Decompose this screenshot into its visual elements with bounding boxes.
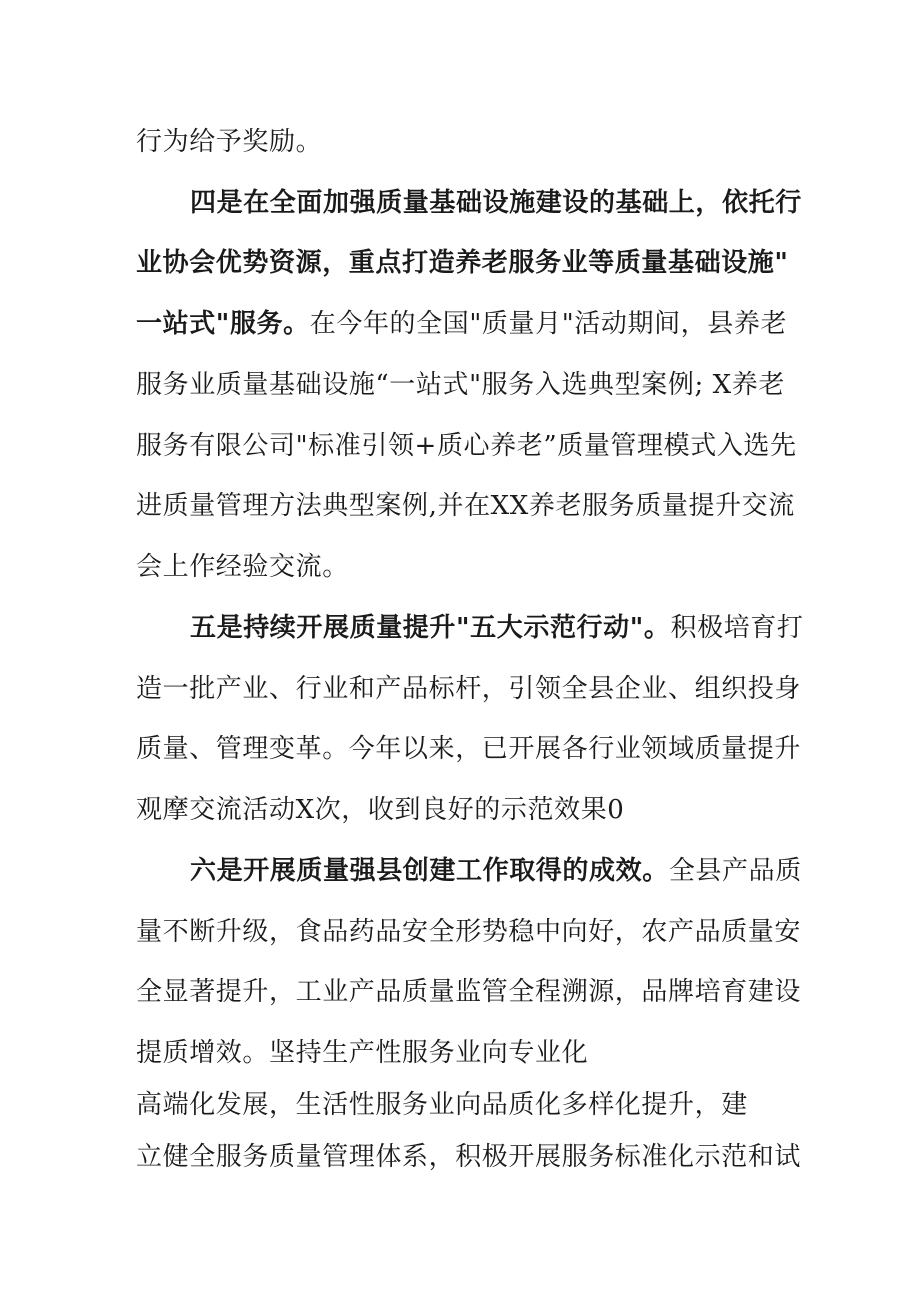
text-line: 服务业质量基础设施“一站式"服务入选典型案例; X养老 xyxy=(136,370,785,400)
paragraph-6-line: 六是开展质量强县创建工作取得的成效。全县产品质 xyxy=(190,856,802,886)
text-line: 会上作经验交流。 xyxy=(136,552,349,582)
text-line: 质量、管理变革。今年以来，已开展各行业领域质量提升 xyxy=(136,734,802,764)
text-line: 一站式"服务。在今年的全国"质量月"活动期间，县养老 xyxy=(136,309,788,339)
paragraph-5-line: 五是持续开展质量提升"五大示范行动"。积极培育打 xyxy=(190,613,804,643)
text-line: 量不断升级，食品药品安全形势稳中向好，农产品质量安 xyxy=(136,917,802,947)
text-line: 观摩交流活动X次，收到良好的示范效果0 xyxy=(136,795,625,825)
text-line: 服务有限公司"标准引领+质心养老”质量管理模式入选先 xyxy=(136,431,797,461)
text-line: 造一批产业、行业和产品标杆，引领全县企业、组织投身 xyxy=(136,674,802,704)
text-line: 提质增效。坚持生产性服务业向专业化 xyxy=(136,1038,589,1068)
paragraph-4-line: 四是在全面加强质量基础设施建设的基础上，依托行 xyxy=(190,188,802,218)
text-line: 立健全服务质量管理体系，积极开展服务标准化示范和试 xyxy=(136,1142,802,1172)
text-line: 高端化发展，生活性服务业向品质化多样化提升，建 xyxy=(136,1090,748,1120)
text-line: 全显著提升，工业产品质量监管全程溯源，品牌培育建设 xyxy=(136,977,802,1007)
text-line: 业协会优势资源，重点打造养老服务业等质量基础设施" xyxy=(136,248,789,278)
text-line: 行为给予奖励。 xyxy=(136,127,323,157)
text-line: 进质量管理方法典型案例,并在XX养老服务质量提升交流 xyxy=(136,491,795,521)
